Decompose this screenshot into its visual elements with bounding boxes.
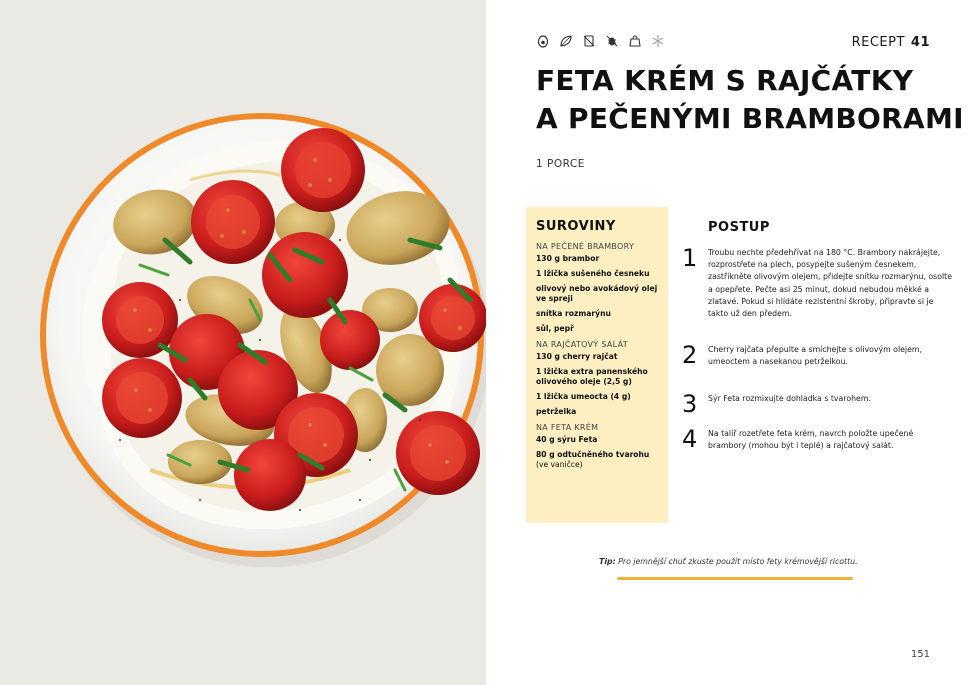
step-number: 4 [682, 425, 698, 453]
ingredients-heading: SUROVINY [536, 219, 616, 234]
ingredient-item: 1 lžička sušeného česneku [536, 269, 650, 278]
step-1 [682, 245, 953, 320]
ingredient-item: petrželka [536, 407, 577, 416]
step-4 [682, 426, 953, 452]
tip-label: Tip: [599, 557, 616, 566]
ingredient-item: 130 g brambor [536, 254, 600, 263]
tip-note [599, 557, 858, 566]
ingredient-item: snítka rozmarýnu [536, 309, 611, 318]
ingredient-text: 80 g odtučněného tvarohu [536, 450, 650, 459]
tip-underline [617, 577, 853, 580]
recipe-title [536, 62, 964, 138]
recipe-number-label [852, 35, 930, 50]
ingredient-item: 40 g sýru Feta [536, 435, 598, 444]
recipe-page [486, 0, 970, 685]
steps-heading: POSTUP [708, 220, 770, 235]
step-2 [682, 342, 953, 368]
ingredient-item: 1 lžička umeocta (4 g) [536, 392, 631, 401]
leaf-icon [559, 33, 573, 47]
step-number: 2 [682, 341, 698, 369]
snowflake-icon [651, 33, 665, 47]
ingredients-section-name: NA PEČENÉ BRAMBORY [536, 242, 635, 251]
title-line-1: FETA KRÉM S RAJČÁTKY [536, 64, 914, 97]
title-line-2: A PEČENÝMI BRAMBORAMI [536, 102, 964, 135]
no-gluten-icon [582, 33, 596, 47]
egg-icon [536, 33, 550, 47]
step-text: Na talíř rozetřete feta krém, navrch položte upečené brambory (mohou být i teplé) a rajčatový salát. [708, 429, 914, 451]
ingredient-item: olivový nebo avokádový olej ve spreji [536, 284, 658, 303]
ingredients-section-name: NA FETA KRÉM [536, 423, 599, 432]
ingredient-item: 1 lžička extra panenského olivového oleje (2,5 g) [536, 367, 648, 386]
ingredient-note: (ve vaničce) [536, 460, 583, 469]
no-bug-icon [605, 33, 619, 47]
step-3 [682, 391, 953, 417]
recept-word: RECEPT [851, 35, 905, 50]
ingredient-item: 130 g cherry rajčat [536, 352, 618, 361]
ingredient-item: sůl, pepř [536, 324, 574, 333]
step-text: Troubu nechte předehřívat na 180 °C. Brambory nakrájejte, rozprostřete na plech, posypejte sušeným česnekem, zastříkněte olivovým olejem, přidejte snítku rozmarýnu, osolte a opepřete. Pečte asi 25 minut, dokud nebudou měkké a zlatavé. Pokud si hlídáte rezistentní škroby, připravte si je takto už den předem. [708, 248, 953, 319]
step-number: 3 [682, 390, 698, 418]
ingredients-box [526, 207, 668, 523]
diet-icons [536, 33, 665, 47]
recept-number: 41 [910, 35, 930, 50]
step-text: Cherry rajčata přepulte a smíchejte s olivovým olejem, umeoctem a nasekanou petrželkou. [708, 345, 922, 367]
portion-count: 1 PORCE [536, 158, 585, 170]
ingredient-item [536, 450, 658, 470]
step-text: Sýr Feta rozmixujte dohladka s tvarohem. [708, 394, 871, 403]
page-number: 151 [910, 649, 930, 660]
tip-text: Pro jemnější chuť zkuste použít místo fety krémovější ricottu. [615, 557, 858, 566]
step-number: 1 [682, 244, 698, 272]
bag-icon [628, 33, 642, 47]
ingredients-section-name: NA RAJČATOVÝ SALÁT [536, 340, 628, 349]
